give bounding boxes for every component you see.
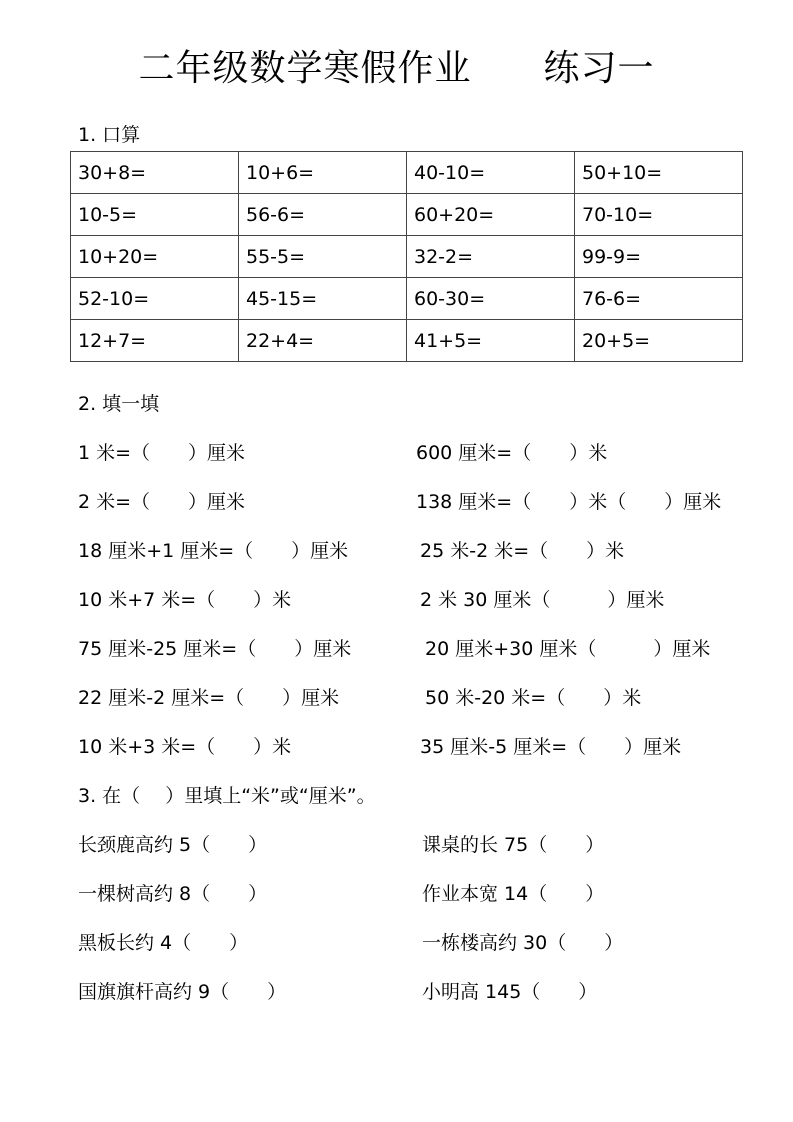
- title-main: 二年级数学寒假作业: [138, 48, 472, 89]
- table-cell: 60-30=: [407, 278, 575, 320]
- unit-item: 长颈鹿高约 5（ ）: [78, 834, 268, 856]
- table-cell: 30+8=: [71, 152, 239, 194]
- table-cell: 55-5=: [239, 236, 407, 278]
- table-cell: 60+20=: [407, 194, 575, 236]
- fill-item: 600 厘米=（ ）米: [416, 442, 608, 464]
- table-row: [71, 236, 743, 278]
- fill-item: 22 厘米-2 厘米=（ ）厘米: [78, 687, 340, 709]
- table-cell: 52-10=: [71, 278, 239, 320]
- unit-item: 国旗旗杆高约 9（ ）: [78, 981, 287, 1003]
- fill-item: 35 厘米-5 厘米=（ ）厘米: [420, 736, 682, 758]
- fill-item: 20 厘米+30 厘米（ ）厘米: [425, 638, 711, 660]
- table-cell: 10+20=: [71, 236, 239, 278]
- table-row: [71, 320, 743, 362]
- fill-item: 18 厘米+1 厘米=（ ）厘米: [78, 540, 349, 562]
- table-cell: 70-10=: [575, 194, 743, 236]
- unit-item: 小明高 145（ ）: [422, 981, 598, 1003]
- table-row: [71, 194, 743, 236]
- table-cell: 45-15=: [239, 278, 407, 320]
- table-cell: 32-2=: [407, 236, 575, 278]
- fill-item: 10 米+3 米=（ ）米: [78, 736, 292, 758]
- table-cell: 40-10=: [407, 152, 575, 194]
- section2-heading: 2. 填一填: [78, 393, 160, 415]
- section1-heading: 1. 口算: [78, 124, 141, 146]
- fill-item: 10 米+7 米=（ ）米: [78, 589, 292, 611]
- unit-item: 课桌的长 75（ ）: [422, 834, 605, 856]
- title-sub: 练习一: [543, 48, 655, 89]
- fill-item: 25 米-2 米=（ ）米: [420, 540, 625, 562]
- unit-item: 作业本宽 14（ ）: [422, 883, 605, 905]
- table-row: [71, 278, 743, 320]
- unit-item: 黑板长约 4（ ）: [78, 932, 249, 954]
- fill-item: 2 米 30 厘米（ ）厘米: [420, 589, 665, 611]
- section3-heading: 3. 在（ ）里填上“米”或“厘米”。: [78, 785, 376, 807]
- table-cell: 10+6=: [239, 152, 407, 194]
- fill-item: 50 米-20 米=（ ）米: [425, 687, 642, 709]
- unit-item: 一栋楼高约 30（ ）: [422, 932, 624, 954]
- table-cell: 22+4=: [239, 320, 407, 362]
- fill-item: 138 厘米=（ ）米（ ）厘米: [416, 491, 722, 513]
- fill-item: 1 米=（ ）厘米: [78, 442, 246, 464]
- table-cell: 20+5=: [575, 320, 743, 362]
- fill-item: 75 厘米-25 厘米=（ ）厘米: [78, 638, 352, 660]
- unit-item: 一棵树高约 8（ ）: [78, 883, 268, 905]
- mental-math-table: [70, 151, 743, 362]
- table-cell: 10-5=: [71, 194, 239, 236]
- table-cell: 76-6=: [575, 278, 743, 320]
- page-title: [0, 40, 793, 91]
- table-cell: 50+10=: [575, 152, 743, 194]
- table-cell: 12+7=: [71, 320, 239, 362]
- fill-item: 2 米=（ ）厘米: [78, 491, 246, 513]
- table-cell: 56-6=: [239, 194, 407, 236]
- table-cell: 99-9=: [575, 236, 743, 278]
- table-cell: 41+5=: [407, 320, 575, 362]
- table-row: [71, 152, 743, 194]
